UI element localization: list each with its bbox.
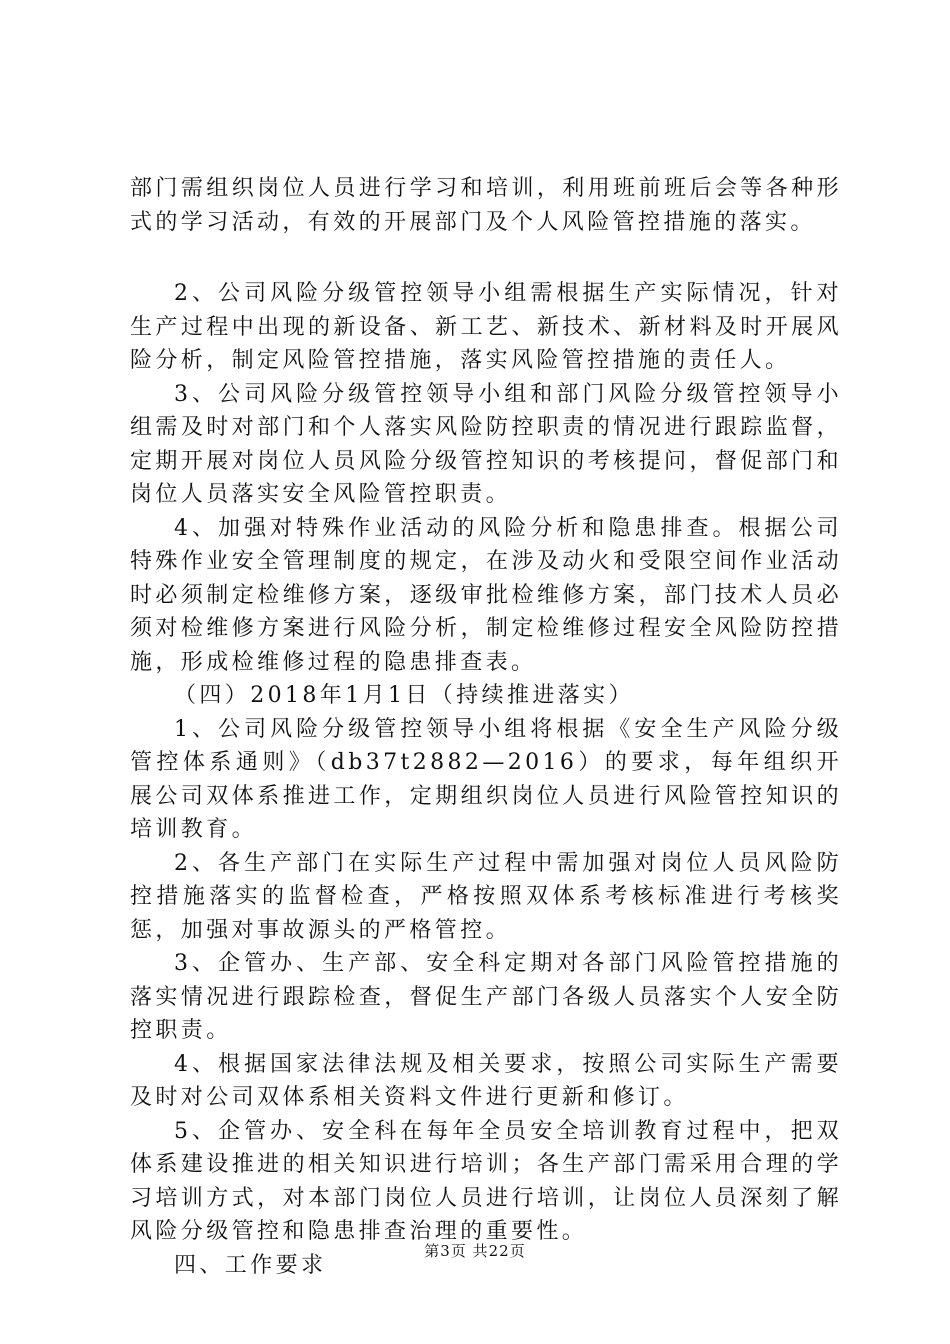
paragraph-item-2: 2、公司风险分级管控领导小组需根据生产实际情况，针对生产过程中出现的新设备、新工艺、新技术、新材料及时开展风险分析，制定风险管控措施，落实风险管控措施的责任人。	[130, 281, 842, 373]
paragraph-item-4: 4、加强对特殊作业活动的风险分析和隐患排查。根据公司特殊作业安全管理制度的规定，在涉及动火和受限空间作业活动时必须制定检维修方案，逐级审批检维修方案，部门技术人员必须对检维修方案进行风险分析，制定检维修过程安全风险防控措施，形成检维修过程的隐患排查表。	[130, 515, 842, 675]
paragraph-item-5: 5、企管办、安全科在每年全员安全培训教育过程中，把双体系建设推进的相关知识进行培训；各生产部门需采用合理的学习培训方式，对本部门岗位人员进行培训，让岗位人员深刻了解风险分级管控和隐患排查治理的重要性。	[130, 1118, 842, 1244]
document-body	[130, 172, 842, 1282]
paragraph-item-4b: 4、根据国家法律法规及相关要求，按照公司实际生产需要及时对公司双体系相关资料文件进行更新和修订。	[130, 1051, 842, 1110]
paragraph-item-1: 1、公司风险分级管控领导小组将根据《安全生产风险分级管控体系通则》（db37t2882—2016）的要求，每年组织开展公司双体系推进工作，定期组织岗位人员进行风险管控知识的培训教育。	[130, 716, 842, 842]
paragraph-item-3: 3、公司风险分级管控领导小组和部门风险分级管控领导小组需及时对部门和个人落实风险防控职责的情况进行跟踪监督，定期开展对岗位人员风险分级管控知识的考核提问，督促部门和岗位人员落实安全风险管控职责。	[130, 381, 842, 507]
paragraph-item-2b: 2、各生产部门在实际生产过程中需加强对岗位人员风险防控措施落实的监督检查，严格按照双体系考核标准进行考核奖惩，加强对事故源头的严格管控。	[130, 850, 842, 943]
paragraph-item-3b: 3、企管办、生产部、安全科定期对各部门风险管控措施的落实情况进行跟踪检查，督促生产部门各级人员落实个人安全防控职责。	[130, 951, 842, 1043]
page-number: 第3页 共22页	[424, 1242, 526, 1260]
page-footer	[0, 1240, 950, 1261]
paragraph-continuation: 部门需组织岗位人员进行学习和培训，利用班前班后会等各种形式的学习活动，有效的开展部门及个人风险管控措施的落实。	[130, 176, 842, 235]
section-heading-work-requirements: 四、工作要求	[174, 1252, 327, 1278]
section-heading-4: （四）2018年1月1日（持续推进落实）	[174, 683, 634, 708]
